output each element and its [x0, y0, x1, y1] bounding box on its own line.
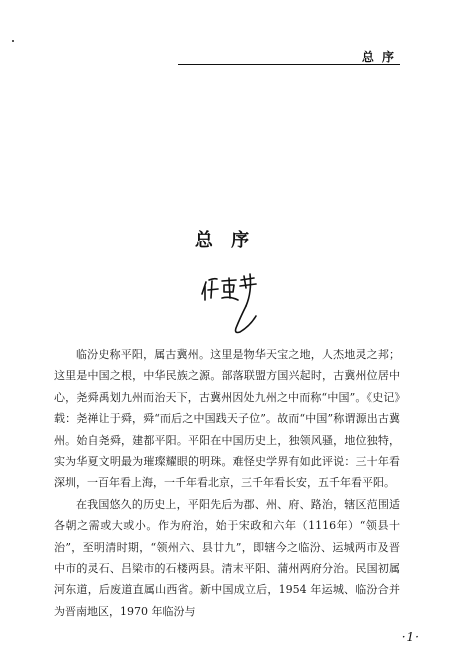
page-title: 总 序 — [194, 230, 256, 251]
signature-icon — [200, 262, 270, 342]
running-head: 总 序 — [361, 50, 396, 64]
body-text — [54, 344, 400, 622]
paragraph-1: 临汾史称平阳，属古冀州。这里是物华天宝之地，人杰地灵之邦；这里是中国之根，中华民族之源。部落联盟方国兴起时，古冀州位居中心，尧舜禹划九州而治天下，古冀州因处九州之中而称“中国”。《史记》载：尧禅让于舜，舜“而后之中国践天子位”。故而“中国”称谓源出古冀州。始自尧舜，建都平阳。平阳在中国历史上，独领风骚，地位独特，实为华夏文明最为璀璨耀眼的明珠。难怪史学界有如此评说：三十年看深圳，一百年看上海，一千年看北京，三千年看长安，五千年看平阳。 — [54, 348, 400, 490]
page-number: ·1· — [401, 630, 420, 644]
header-rule — [178, 64, 400, 65]
page-header — [178, 42, 400, 66]
margin-mark — [12, 40, 14, 42]
author-signature — [200, 262, 270, 342]
paragraph-2: 在我国悠久的历史上，平阳先后为郡、州、府、路治，辖区范围适各朝之需或大或小。作为府治，始于宋政和六年（1116年）“领县十治”，至明清时期，“领州六、县廿九”，即辖今之临汾、运城两市及晋中市的灵石、吕梁市的石楼两县。清末平阳、蒲州两府分治。民国初属河东道，后废道直属山西省。新中国成立后，1954 年运城、临汾合并为晋南地区，1970 年临汾与 — [54, 497, 400, 618]
